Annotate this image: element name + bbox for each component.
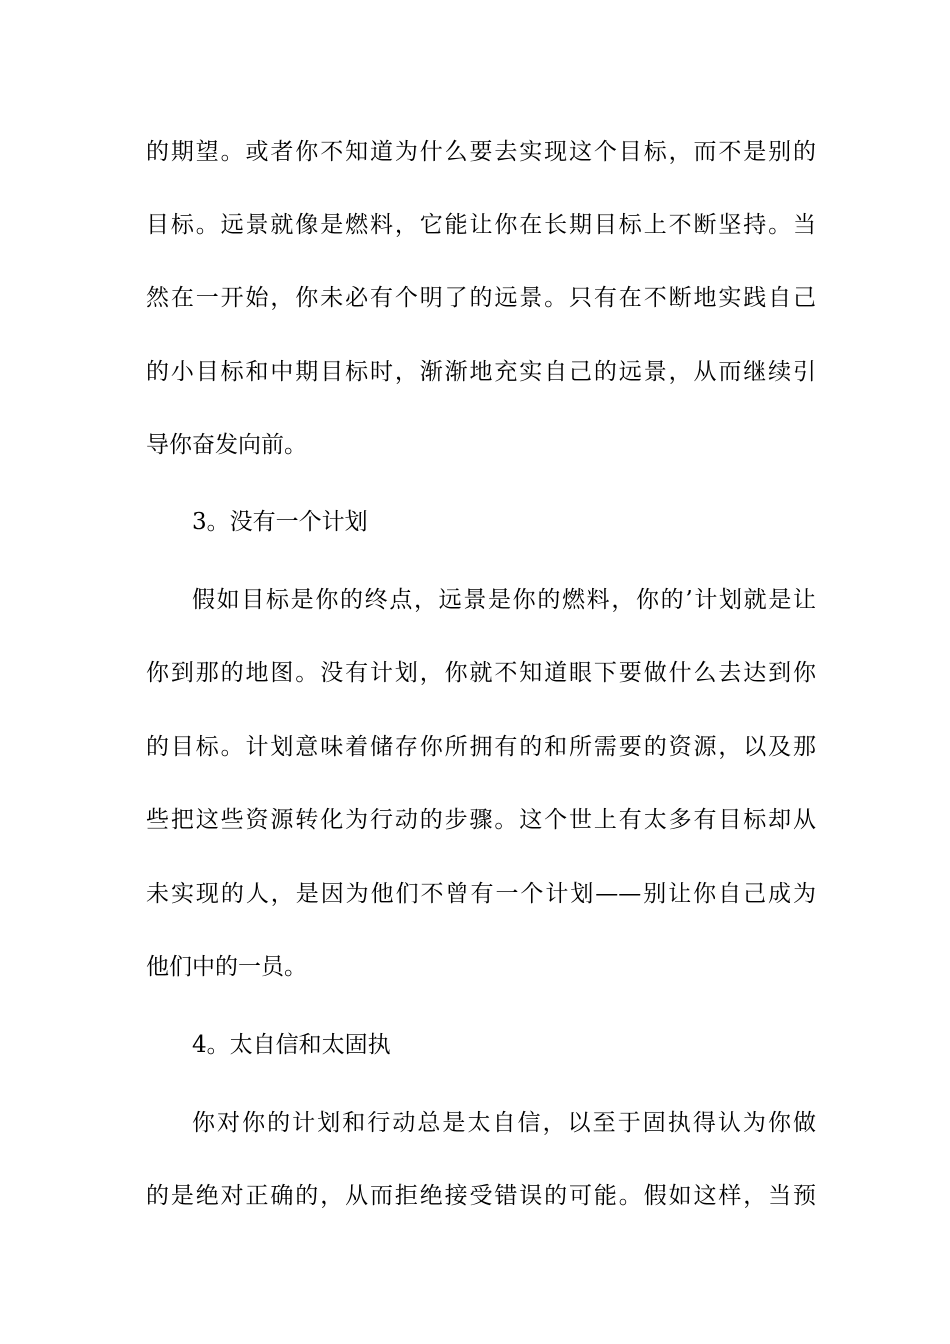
text-line: 未实现的人，是因为他们不曾有一个计划——别让你自己成为 — [146, 881, 816, 907]
text-line: 目标。远景就像是燃料，它能让你在长期目标上不断坚持。当 — [146, 212, 816, 238]
text-line: 的期望。或者你不知道为什么要去实现这个目标，而不是别的 — [146, 139, 816, 165]
section-heading: 4。太自信和太固执 — [192, 1032, 391, 1058]
text-line: 你到那的地图。没有计划，你就不知道眼下要做什么去达到你 — [146, 660, 816, 686]
text-line: 然在一开始，你未必有个明了的远景。只有在不断地实践自己 — [146, 285, 816, 311]
text-line: 的目标。计划意味着储存你所拥有的和所需要的资源，以及那 — [146, 734, 816, 760]
text-line: 的小目标和中期目标时，渐渐地充实自己的远景，从而继续引 — [146, 359, 816, 385]
text-line: 些把这些资源转化为行动的步骤。这个世上有太多有目标却从 — [146, 807, 816, 833]
text-line: 你对你的计划和行动总是太自信，以至于固执得认为你做 — [192, 1110, 816, 1136]
text-line: 导你奋发向前。 — [146, 432, 307, 458]
text-line: 的是绝对正确的，从而拒绝接受错误的可能。假如这样，当预 — [146, 1183, 816, 1209]
section-heading: 3。没有一个计划 — [192, 509, 368, 535]
text-line: 他们中的一员。 — [146, 954, 307, 980]
text-line: 假如目标是你的终点，远景是你的燃料，你的’计划就是让 — [192, 587, 816, 613]
